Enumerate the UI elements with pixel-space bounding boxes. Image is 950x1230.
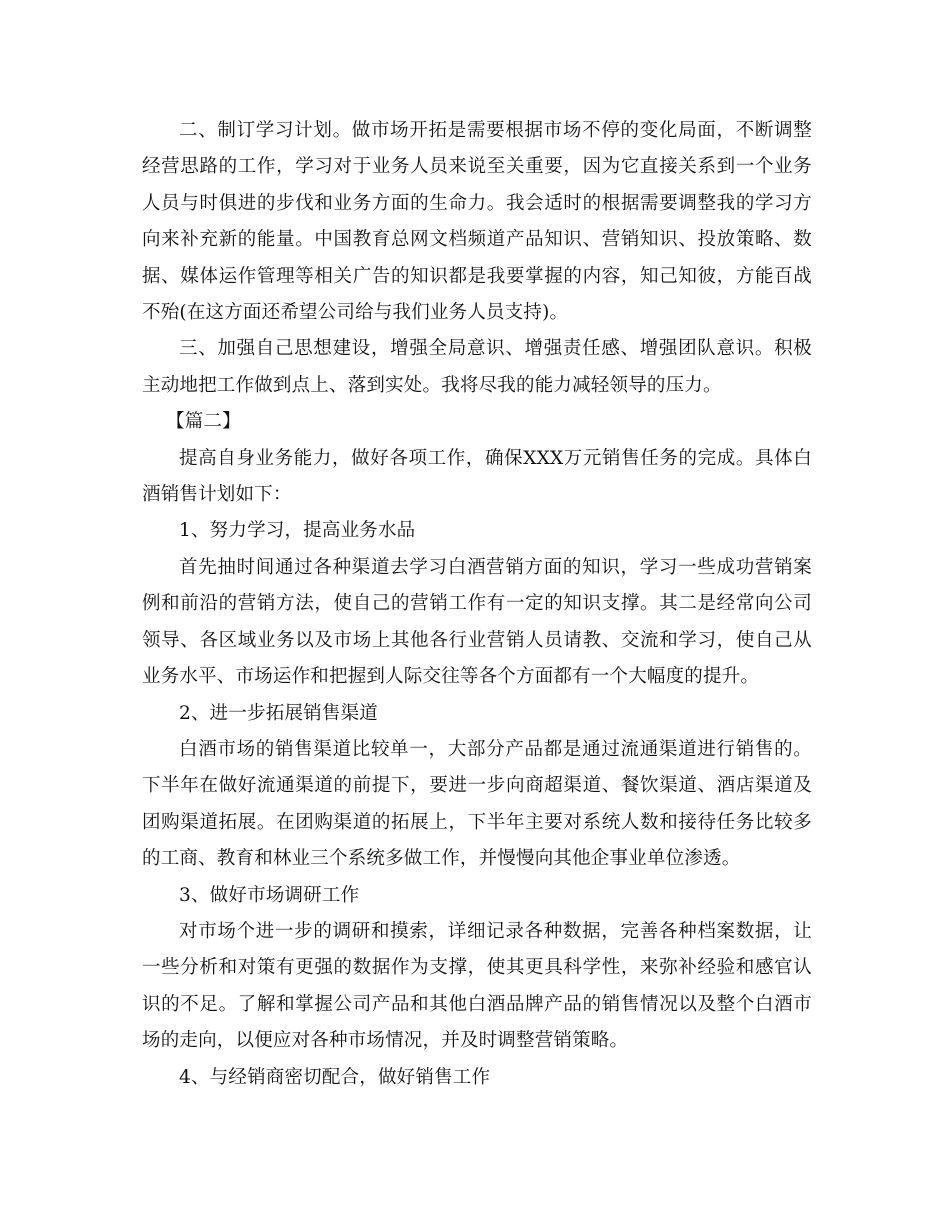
- document-body: [142, 113, 812, 1096]
- paragraph-1: 首先抽时间通过各种渠道去学习白酒营销方面的知识，学习一些成功营销案例和前沿的营销方法，使自己的营销工作有一定的知识支撑。其二是经常向公司领导、各区域业务以及市场上其他各行业营销人员请教、交流和学习，使自己从业务水平、市场运作和把握到人际交往等各个方面都有一个大幅度的提升。: [142, 556, 812, 688]
- section-title: 【篇二】: [166, 411, 241, 433]
- paragraph-3: 对市场个进一步的调研和摸索，详细记录各种数据，完善各种档案数据，让一些分析和对策有更强的数据作为支撑，使其更具科学性，来弥补经验和感官认识的不足。了解和掌握公司产品和其他白酒品牌产品的销售情况以及整个白酒市场的走向，以便应对各种市场情况，并及时调整营销策略。: [142, 920, 812, 1052]
- paragraph-intro: 提高自身业务能力，做好各项工作，确保XXX万元销售任务的完成。具体白酒销售计划如下：: [142, 447, 812, 506]
- heading-4: 4、与经销商密切配合，做好销售工作: [179, 1066, 491, 1088]
- heading-1: 1、努力学习，提高业务水品: [179, 520, 416, 542]
- paragraph-ideology: 三、加强自己思想建设，增强全局意识、增强责任感、增强团队意识。积极主动地把工作做到点上、落到实处。我将尽我的能力减轻领导的压力。: [142, 338, 812, 396]
- paragraph-study-plan: 二、制订学习计划。做市场开拓是需要根据市场不停的变化局面，不断调整经营思路的工作，学习对于业务人员来说至关重要，因为它直接关系到一个业务人员与时俱进的步伐和业务方面的生命力。我会适时的根据需要调整我的学习方向来补充新的能量。中国教育总网文档频道产品知识、营销知识、投放策略、数据、媒体运作管理等相关广告的知识都是我要掌握的内容，知己知彼，方能百战不殆(在这方面还希望公司给与我们业务人员支持)。: [142, 120, 812, 324]
- heading-3: 3、做好市场调研工作: [179, 884, 360, 906]
- heading-2: 2、进一步拓展销售渠道: [179, 702, 378, 724]
- paragraph-2: 白酒市场的销售渠道比较单一，大部分产品都是通过流通渠道进行销售的。下半年在做好流通渠道的前提下，要进一步向商超渠道、餐饮渠道、酒店渠道及团购渠道拓展。在团购渠道的拓展上，下半年主要对系统人数和接待任务比较多的工商、教育和林业三个系统多做工作，并慢慢向其他企事业单位渗透。: [142, 738, 812, 870]
